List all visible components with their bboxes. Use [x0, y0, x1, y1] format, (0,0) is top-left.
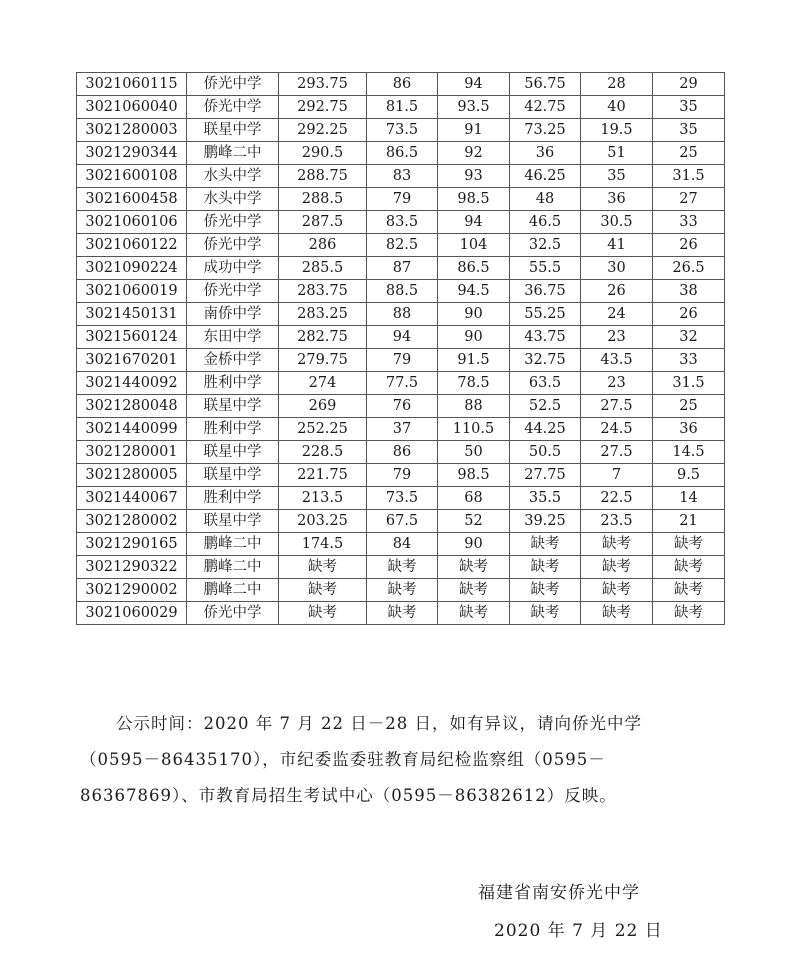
subject5-cell: 35 — [653, 96, 725, 119]
subject5-cell: 26 — [653, 234, 725, 257]
subject5-cell: 缺考 — [653, 556, 725, 579]
table-row — [77, 487, 725, 510]
subject2-cell: 98.5 — [438, 188, 510, 211]
subject2-cell: 90 — [438, 533, 510, 556]
subject4-cell: 19.5 — [581, 119, 653, 142]
subject3-cell: 73.25 — [510, 119, 581, 142]
school-cell: 胜利中学 — [187, 418, 279, 441]
total-score-cell: 287.5 — [279, 211, 367, 234]
subject2-cell: 50 — [438, 441, 510, 464]
table-row — [77, 510, 725, 533]
subject1-cell: 76 — [367, 395, 438, 418]
student-id-cell: 3021280005 — [77, 464, 187, 487]
subject3-cell: 55.25 — [510, 303, 581, 326]
signature-organization: 福建省南安侨光中学 — [478, 883, 640, 903]
total-score-cell: 174.5 — [279, 533, 367, 556]
total-score-cell: 缺考 — [279, 556, 367, 579]
school-cell: 侨光中学 — [187, 602, 279, 625]
subject3-cell: 63.5 — [510, 372, 581, 395]
student-id-cell: 3021290165 — [77, 533, 187, 556]
total-score-cell: 292.25 — [279, 119, 367, 142]
subject1-cell: 79 — [367, 188, 438, 211]
school-cell: 联星中学 — [187, 510, 279, 533]
school-cell: 南侨中学 — [187, 303, 279, 326]
subject1-cell: 83.5 — [367, 211, 438, 234]
subject2-cell: 78.5 — [438, 372, 510, 395]
subject3-cell: 缺考 — [510, 579, 581, 602]
subject5-cell: 33 — [653, 211, 725, 234]
student-id-cell: 3021290344 — [77, 142, 187, 165]
subject4-cell: 41 — [581, 234, 653, 257]
student-id-cell: 3021600108 — [77, 165, 187, 188]
subject5-cell: 33 — [653, 349, 725, 372]
total-score-cell: 288.5 — [279, 188, 367, 211]
subject3-cell: 36 — [510, 142, 581, 165]
student-id-cell: 3021060040 — [77, 96, 187, 119]
subject2-cell: 94 — [438, 211, 510, 234]
subject4-cell: 40 — [581, 96, 653, 119]
subject3-cell: 缺考 — [510, 556, 581, 579]
subject2-cell: 92 — [438, 142, 510, 165]
school-cell: 鹏峰二中 — [187, 556, 279, 579]
school-cell: 金桥中学 — [187, 349, 279, 372]
subject4-cell: 51 — [581, 142, 653, 165]
subject5-cell: 14.5 — [653, 441, 725, 464]
subject5-cell: 缺考 — [653, 602, 725, 625]
table-row — [77, 211, 725, 234]
subject1-cell: 84 — [367, 533, 438, 556]
student-id-cell: 3021440092 — [77, 372, 187, 395]
subject4-cell: 26 — [581, 280, 653, 303]
total-score-cell: 221.75 — [279, 464, 367, 487]
subject2-cell: 98.5 — [438, 464, 510, 487]
subject1-cell: 86 — [367, 441, 438, 464]
subject4-cell: 7 — [581, 464, 653, 487]
subject1-cell: 82.5 — [367, 234, 438, 257]
subject1-cell: 83 — [367, 165, 438, 188]
school-cell: 水头中学 — [187, 188, 279, 211]
student-id-cell: 3021290002 — [77, 579, 187, 602]
table-row — [77, 280, 725, 303]
notice-line-2: （0595－86435170），市纪委监委驻教育局纪检监察组（0595－ — [80, 750, 606, 769]
subject2-cell: 52 — [438, 510, 510, 533]
subject1-cell: 77.5 — [367, 372, 438, 395]
school-cell: 鹏峰二中 — [187, 142, 279, 165]
total-score-cell: 286 — [279, 234, 367, 257]
subject3-cell: 缺考 — [510, 533, 581, 556]
subject2-cell: 缺考 — [438, 602, 510, 625]
subject5-cell: 26.5 — [653, 257, 725, 280]
subject2-cell: 91.5 — [438, 349, 510, 372]
subject4-cell: 22.5 — [581, 487, 653, 510]
table-row — [77, 326, 725, 349]
subject1-cell: 86 — [367, 73, 438, 96]
subject5-cell: 31.5 — [653, 165, 725, 188]
subject5-cell: 缺考 — [653, 533, 725, 556]
table-row — [77, 257, 725, 280]
subject4-cell: 27.5 — [581, 395, 653, 418]
total-score-cell: 290.5 — [279, 142, 367, 165]
subject3-cell: 48 — [510, 188, 581, 211]
subject4-cell: 30 — [581, 257, 653, 280]
total-score-cell: 228.5 — [279, 441, 367, 464]
subject3-cell: 42.75 — [510, 96, 581, 119]
subject1-cell: 37 — [367, 418, 438, 441]
school-cell: 联星中学 — [187, 441, 279, 464]
subject5-cell: 25 — [653, 142, 725, 165]
subject5-cell: 32 — [653, 326, 725, 349]
school-cell: 侨光中学 — [187, 211, 279, 234]
school-cell: 侨光中学 — [187, 280, 279, 303]
total-score-cell: 292.75 — [279, 96, 367, 119]
table-row — [77, 418, 725, 441]
subject1-cell: 86.5 — [367, 142, 438, 165]
subject2-cell: 88 — [438, 395, 510, 418]
subject1-cell: 73.5 — [367, 487, 438, 510]
subject3-cell: 46.5 — [510, 211, 581, 234]
school-cell: 联星中学 — [187, 119, 279, 142]
table-row — [77, 372, 725, 395]
subject5-cell: 9.5 — [653, 464, 725, 487]
subject3-cell: 46.25 — [510, 165, 581, 188]
subject4-cell: 43.5 — [581, 349, 653, 372]
student-id-cell: 3021060115 — [77, 73, 187, 96]
table-row — [77, 73, 725, 96]
school-cell: 胜利中学 — [187, 487, 279, 510]
subject5-cell: 38 — [653, 280, 725, 303]
school-cell: 东田中学 — [187, 326, 279, 349]
table-row — [77, 349, 725, 372]
student-id-cell: 3021560124 — [77, 326, 187, 349]
table-row — [77, 395, 725, 418]
score-table-body — [77, 73, 725, 625]
school-cell: 胜利中学 — [187, 372, 279, 395]
student-id-cell: 3021280003 — [77, 119, 187, 142]
student-id-cell: 3021600458 — [77, 188, 187, 211]
school-cell: 鹏峰二中 — [187, 533, 279, 556]
total-score-cell: 283.75 — [279, 280, 367, 303]
total-score-cell: 274 — [279, 372, 367, 395]
table-row — [77, 602, 725, 625]
total-score-cell: 269 — [279, 395, 367, 418]
total-score-cell: 213.5 — [279, 487, 367, 510]
table-row — [77, 441, 725, 464]
subject1-cell: 87 — [367, 257, 438, 280]
student-id-cell: 3021440099 — [77, 418, 187, 441]
total-score-cell: 203.25 — [279, 510, 367, 533]
subject1-cell: 79 — [367, 464, 438, 487]
subject3-cell: 27.75 — [510, 464, 581, 487]
total-score-cell: 缺考 — [279, 579, 367, 602]
student-id-cell: 3021060106 — [77, 211, 187, 234]
total-score-cell: 285.5 — [279, 257, 367, 280]
subject4-cell: 35 — [581, 165, 653, 188]
subject3-cell: 32.75 — [510, 349, 581, 372]
subject1-cell: 67.5 — [367, 510, 438, 533]
table-row — [77, 579, 725, 602]
subject5-cell: 25 — [653, 395, 725, 418]
subject3-cell: 32.5 — [510, 234, 581, 257]
subject3-cell: 缺考 — [510, 602, 581, 625]
subject2-cell: 68 — [438, 487, 510, 510]
total-score-cell: 252.25 — [279, 418, 367, 441]
subject1-cell: 缺考 — [367, 556, 438, 579]
subject4-cell: 缺考 — [581, 602, 653, 625]
student-id-cell: 3021280048 — [77, 395, 187, 418]
student-id-cell: 3021060029 — [77, 602, 187, 625]
table-row — [77, 165, 725, 188]
score-table — [76, 72, 725, 625]
subject3-cell: 50.5 — [510, 441, 581, 464]
subject2-cell: 86.5 — [438, 257, 510, 280]
subject3-cell: 39.25 — [510, 510, 581, 533]
subject3-cell: 55.5 — [510, 257, 581, 280]
table-row — [77, 556, 725, 579]
subject2-cell: 94 — [438, 73, 510, 96]
subject5-cell: 29 — [653, 73, 725, 96]
subject1-cell: 88 — [367, 303, 438, 326]
table-row — [77, 188, 725, 211]
subject4-cell: 36 — [581, 188, 653, 211]
subject4-cell: 缺考 — [581, 556, 653, 579]
notice-line-3: 86367869）、市教育局招生考试中心（0595－86382612）反映。 — [80, 786, 617, 805]
school-cell: 水头中学 — [187, 165, 279, 188]
total-score-cell: 293.75 — [279, 73, 367, 96]
subject3-cell: 44.25 — [510, 418, 581, 441]
total-score-cell: 缺考 — [279, 602, 367, 625]
school-cell: 成功中学 — [187, 257, 279, 280]
school-cell: 侨光中学 — [187, 234, 279, 257]
subject5-cell: 27 — [653, 188, 725, 211]
subject5-cell: 31.5 — [653, 372, 725, 395]
notice-line-1: 公示时间：2020 年 7 月 22 日－28 日，如有异议，请向侨光中学 — [116, 714, 642, 733]
table-row — [77, 142, 725, 165]
subject1-cell: 73.5 — [367, 119, 438, 142]
subject2-cell: 91 — [438, 119, 510, 142]
subject4-cell: 28 — [581, 73, 653, 96]
total-score-cell: 279.75 — [279, 349, 367, 372]
subject2-cell: 94.5 — [438, 280, 510, 303]
school-cell: 侨光中学 — [187, 96, 279, 119]
subject5-cell: 缺考 — [653, 579, 725, 602]
table-row — [77, 303, 725, 326]
subject2-cell: 90 — [438, 326, 510, 349]
subject5-cell: 35 — [653, 119, 725, 142]
total-score-cell: 288.75 — [279, 165, 367, 188]
subject4-cell: 23 — [581, 372, 653, 395]
subject2-cell: 110.5 — [438, 418, 510, 441]
subject4-cell: 缺考 — [581, 579, 653, 602]
subject5-cell: 36 — [653, 418, 725, 441]
subject3-cell: 36.75 — [510, 280, 581, 303]
student-id-cell: 3021060122 — [77, 234, 187, 257]
subject2-cell: 缺考 — [438, 579, 510, 602]
subject2-cell: 90 — [438, 303, 510, 326]
subject5-cell: 26 — [653, 303, 725, 326]
school-cell: 联星中学 — [187, 464, 279, 487]
subject2-cell: 缺考 — [438, 556, 510, 579]
student-id-cell: 3021670201 — [77, 349, 187, 372]
subject4-cell: 23.5 — [581, 510, 653, 533]
signature-date: 2020 年 7 月 22 日 — [494, 921, 663, 941]
subject2-cell: 93 — [438, 165, 510, 188]
subject5-cell: 14 — [653, 487, 725, 510]
subject3-cell: 56.75 — [510, 73, 581, 96]
student-id-cell: 3021280001 — [77, 441, 187, 464]
subject3-cell: 35.5 — [510, 487, 581, 510]
subject5-cell: 21 — [653, 510, 725, 533]
school-cell: 侨光中学 — [187, 73, 279, 96]
notice-paragraph — [80, 706, 720, 814]
school-cell: 鹏峰二中 — [187, 579, 279, 602]
student-id-cell: 3021280002 — [77, 510, 187, 533]
subject3-cell: 52.5 — [510, 395, 581, 418]
table-row — [77, 119, 725, 142]
subject2-cell: 104 — [438, 234, 510, 257]
table-row — [77, 533, 725, 556]
school-cell: 联星中学 — [187, 395, 279, 418]
subject1-cell: 94 — [367, 326, 438, 349]
subject4-cell: 24.5 — [581, 418, 653, 441]
subject4-cell: 24 — [581, 303, 653, 326]
subject1-cell: 缺考 — [367, 602, 438, 625]
subject1-cell: 81.5 — [367, 96, 438, 119]
subject4-cell: 27.5 — [581, 441, 653, 464]
student-id-cell: 3021290322 — [77, 556, 187, 579]
student-id-cell: 3021060019 — [77, 280, 187, 303]
total-score-cell: 283.25 — [279, 303, 367, 326]
subject1-cell: 79 — [367, 349, 438, 372]
student-id-cell: 3021450131 — [77, 303, 187, 326]
subject1-cell: 88.5 — [367, 280, 438, 303]
student-id-cell: 3021090224 — [77, 257, 187, 280]
subject4-cell: 缺考 — [581, 533, 653, 556]
subject4-cell: 23 — [581, 326, 653, 349]
table-row — [77, 464, 725, 487]
subject3-cell: 43.75 — [510, 326, 581, 349]
student-id-cell: 3021440067 — [77, 487, 187, 510]
table-row — [77, 234, 725, 257]
subject2-cell: 93.5 — [438, 96, 510, 119]
total-score-cell: 282.75 — [279, 326, 367, 349]
subject1-cell: 缺考 — [367, 579, 438, 602]
subject4-cell: 30.5 — [581, 211, 653, 234]
table-row — [77, 96, 725, 119]
